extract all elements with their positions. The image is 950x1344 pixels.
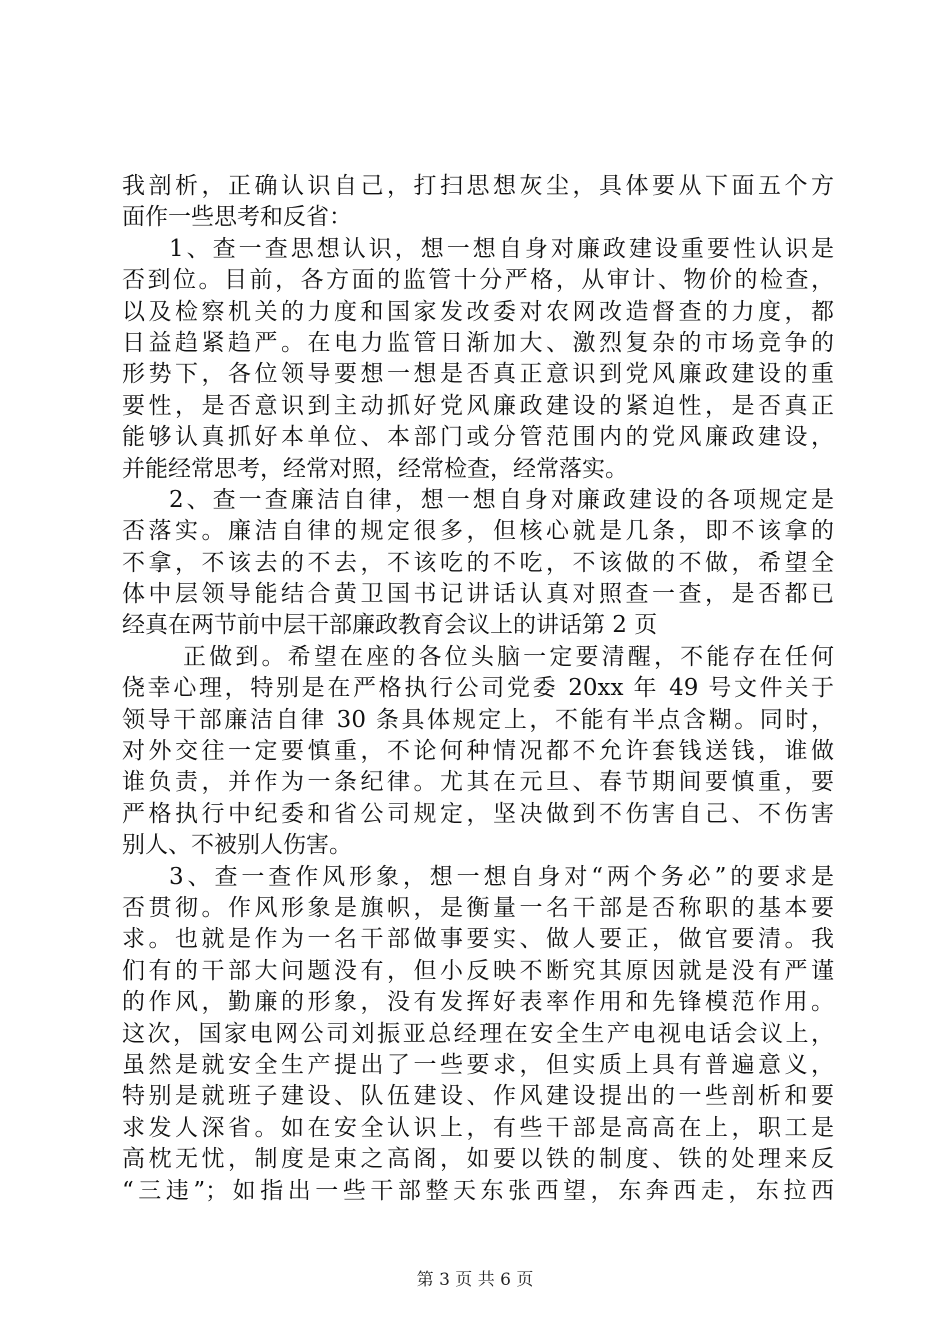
text-line: 谁负责，并作为一条纪律。尤其在元旦、春节期间要慎重，要 bbox=[122, 769, 834, 796]
text-line: 1、查一查思想认识，想一想自身对廉政建设重要性认识是 bbox=[169, 235, 834, 262]
text-line: 否到位。目前，各方面的监管十分严格，从审计、物价的检查， bbox=[122, 267, 834, 294]
text-line: 求。也就是作为一名干部做事要实、做人要正，做官要清。我 bbox=[122, 926, 834, 953]
text-line: 面作一些思考和反省： bbox=[122, 204, 352, 231]
text-line: 特别是就班子建设、队伍建设、作风建设提出的一些剖析和要 bbox=[122, 1083, 834, 1110]
text-line: 2、查一查廉洁自律，想一想自身对廉政建设的各项规定是 bbox=[169, 486, 834, 513]
text-line: 这次，国家电网公司刘振亚总经理在安全生产电视电话会议上， bbox=[122, 1020, 834, 1047]
text-line: 以及检察机关的力度和国家发改委对农网改造督查的力度，都 bbox=[122, 298, 834, 325]
text-line: 我剖析，正确认识自己，打扫思想灰尘，具体要从下面五个方 bbox=[122, 173, 834, 199]
text-line: 虽然是就安全生产提出了一些要求，但实质上具有普遍意义， bbox=[122, 1051, 834, 1078]
text-line: 3、查一查作风形象，想一想自身对“两个务必”的要求是 bbox=[169, 863, 834, 890]
text-line: 体中层领导能结合黄卫国书记讲话认真对照查一查，是否都已 bbox=[122, 581, 834, 608]
document-body bbox=[122, 171, 834, 1207]
text-line: 正做到。希望在座的各位头脑一定要清醒，不能存在任何 bbox=[183, 643, 834, 670]
text-line: 否落实。廉洁自律的规定很多，但核心就是几条，即不该拿的 bbox=[122, 518, 834, 545]
text-line: 求发人深省。如在安全认识上，有些干部是高高在上，职工是 bbox=[122, 1114, 834, 1141]
text-line: 高枕无忧，制度是束之高阁，如要以铁的制度、铁的处理来反 bbox=[122, 1146, 834, 1173]
text-line: 领导干部廉洁自律 30 条具体规定上，不能有半点含糊。同时， bbox=[122, 706, 834, 733]
text-line: 否贯彻。作风形象是旗帜，是衡量一名干部是否称职的基本要 bbox=[122, 894, 834, 921]
text-line: 形势下，各位领导要想一想是否真正意识到党风廉政建设的重 bbox=[122, 361, 834, 388]
text-line: 对外交往一定要慎重，不论何种情况都不允许套钱送钱，谁做 bbox=[122, 738, 834, 765]
text-line: 日益趋紧趋严。在电力监管日渐加大、激烈复杂的市场竞争的 bbox=[122, 329, 834, 356]
text-line: 的作风，勤廉的形象，没有发挥好表率作用和先锋模范作用。 bbox=[122, 989, 834, 1016]
page-footer: 第 3 页 共 6 页 bbox=[416, 1270, 534, 1290]
text-line: 并能经常思考，经常对照，经常检查，经常落实。 bbox=[122, 455, 628, 482]
text-line: 不拿，不该去的不去，不该吃的不吃，不该做的不做，希望全 bbox=[122, 549, 834, 576]
text-line: 经真在两节前中层干部廉政教育会议上的讲话第 2 页 bbox=[122, 612, 658, 639]
text-line: 别人、不被别人伤害。 bbox=[122, 832, 352, 859]
text-line: 们有的干部大问题没有，但小反映不断究其原因就是没有严谨 bbox=[122, 957, 834, 984]
text-line: 要性，是否意识到主动抓好党风廉政建设的紧迫性，是否真正 bbox=[122, 392, 834, 419]
text-line: “三违”；如指出一些干部整天东张西望，东奔西走，东拉西 bbox=[122, 1177, 834, 1204]
text-line: 侥幸心理，特别是在严格执行公司党委 20xx 年 49 号文件关于 bbox=[122, 675, 834, 702]
text-line: 能够认真抓好本单位、本部门或分管范围内的党风廉政建设， bbox=[122, 424, 834, 451]
text-line: 严格执行中纪委和省公司规定，坚决做到不伤害自己、不伤害 bbox=[122, 800, 834, 827]
